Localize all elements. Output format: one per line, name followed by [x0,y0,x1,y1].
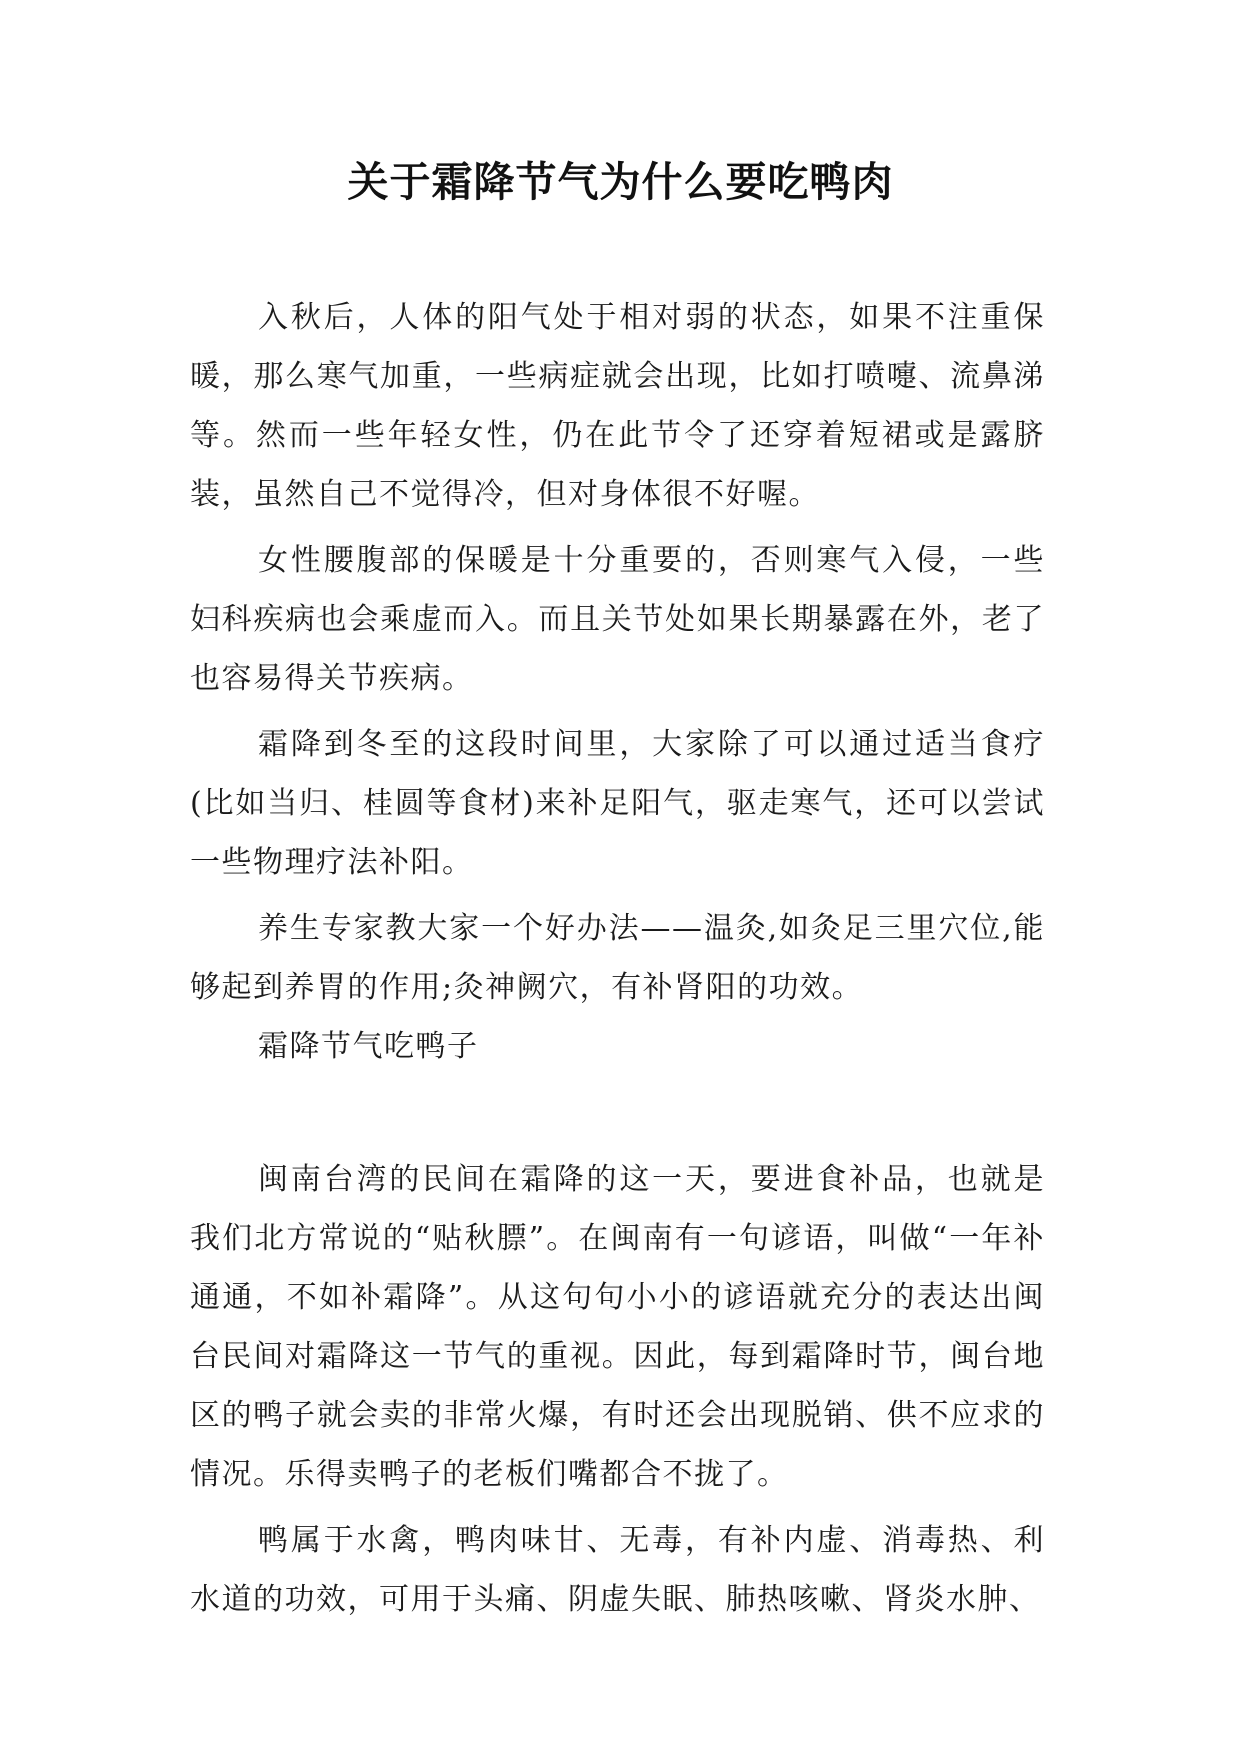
paragraph-2: 女性腰腹部的保暖是十分重要的，否则寒气入侵，一些妇科疾病也会乘虚而入。而且关节处如果长期暴露在外，老了也容易得关节疾病。 [190,543,1045,696]
paragraph-3: 霜降到冬至的这段时间里，大家除了可以通过适当食疗(比如当归、桂圆等食材)来补足阳气，驱走寒气，还可以尝试一些物理疗法补阳。 [190,727,1045,880]
document-title: 关于霜降节气为什么要吃鸭肉 [347,158,894,206]
paragraph-1: 入秋后，人体的阳气处于相对弱的状态，如果不注重保暖，那么寒气加重，一些病症就会出现，比如打喷嚏、流鼻涕等。然而一些年轻女性，仍在此节令了还穿着短裙或是露脐装，虽然自己不觉得冷，但对身体很不好喔。 [190,300,1045,512]
paragraph-5: 闽南台湾的民间在霜降的这一天，要进食补品，也就是我们北方常说的“贴秋膘”。在闽南有一句谚语，叫做“一年补通通，不如补霜降”。从这句句小小的谚语就充分的表达出闽台民间对霜降这一节气的重视。因此，每到霜降时节，闽台地区的鸭子就会卖的非常火爆，有时还会出现脱销、供不应求的情况。乐得卖鸭子的老板们嘴都合不拢了。 [190,1162,1045,1492]
section-heading: 霜降节气吃鸭子 [258,1029,479,1064]
paragraph-6: 鸭属于水禽，鸭肉味甘、无毒，有补内虚、消毒热、利水道的功效，可用于头痛、阴虚失眠、肺热咳嗽、肾炎水肿、 [190,1523,1045,1617]
document-body [190,288,1045,1629]
paragraph-4: 养生专家教大家一个好办法——温灸,如灸足三里穴位,能够起到养胃的作用;灸神阙穴，有补肾阳的功效。 [190,911,1045,1005]
